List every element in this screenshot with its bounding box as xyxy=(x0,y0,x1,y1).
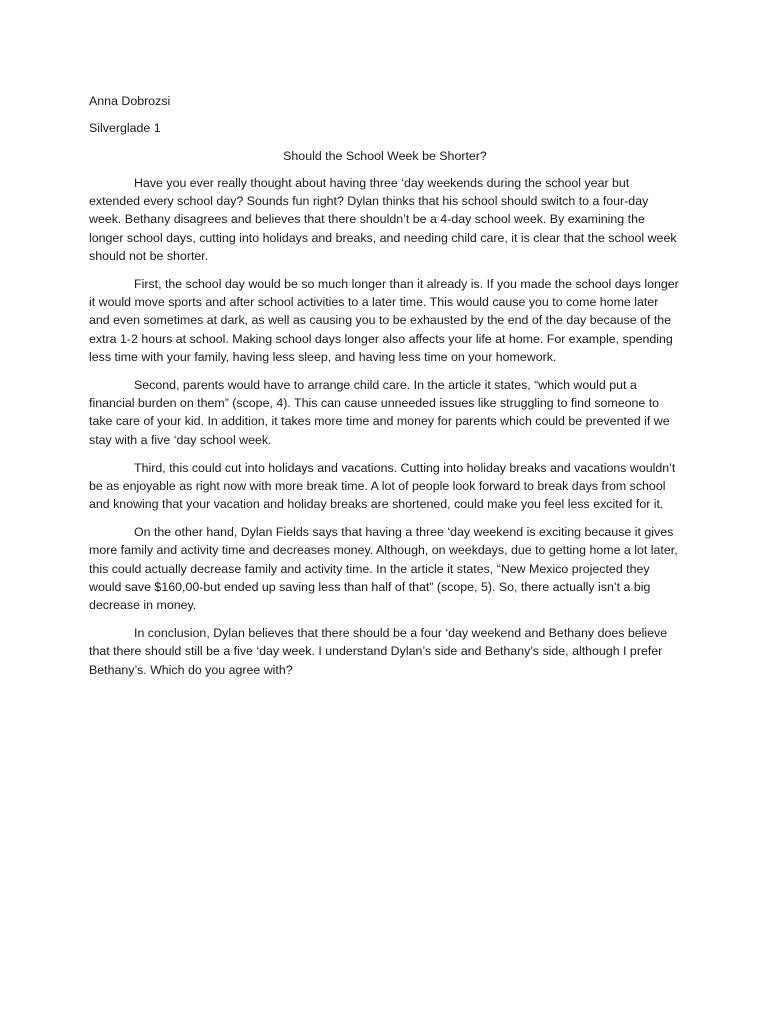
paragraph-counterargument: On the other hand, Dylan Fields says that having a three ‘day weekend is exciting because it gives more family and activity time and decreases money. Although, on weekdays, due to getting home a lot later, this could actually decrease family and activity time. In the article it states, “New Mexico projected they would save $160,00-but ended up saving less than half of that” (scope, 5). So, there actually isn’t a big decrease in money. xyxy=(89,524,678,613)
essay-title: Should the School Week be Shorter? xyxy=(283,148,487,163)
paragraph-introduction: Have you ever really thought about having three ‘day weekends during the school year but extended every school day? Sounds fun right? Dylan thinks that his school should switch to a four-day week. Bethany disagrees and believes that there shouldn’t be a 4-day school week. By examining the longer school days, cutting into holidays and breaks, and needing child care, it is clear that the school week should not be shorter. xyxy=(89,175,677,264)
paragraph-conclusion: In conclusion, Dylan believes that there should be a four ‘day weekend and Bethany does believe that there should still be a five ‘day week. I understand Dylan’s side and Bethany’s side, although I prefer Bethany’s. Which do you agree with? xyxy=(89,625,668,677)
author-name: Anna Dobrozsi xyxy=(89,94,171,108)
paragraph-child-care: Second, parents would have to arrange child care. In the article it states, “which would put a financial burden on them” (scope, 4). This can cause unneeded issues like struggling to find someone to take care of your kid. In addition, it takes more time and money for parents which could be prevented if we stay with a five ‘day school week. xyxy=(89,377,670,447)
essay-body xyxy=(89,92,681,688)
paragraph-longer-days: First, the school day would be so much longer than it already is. If you made the school days longer it would move sports and after school activities to a later time. This would cause you to come home later and even sometimes at dark, as well as causing you to be exhausted by the end of the day because of the extra 1-2 hours at school. Making school days longer also affects your life at home. For example, spending less time with your family, having less sleep, and having less time on your homework. xyxy=(89,276,679,365)
class-name: Silverglade 1 xyxy=(89,121,161,136)
paragraph-holidays: Third, this could cut into holidays and vacations. Cutting into holiday breaks and vacations wouldn’t be as enjoyable as right now with more break time. A lot of people look forward to break days from school and knowing that your vacation and holiday breaks are shortened, could make you feel less excited for it. xyxy=(89,460,676,512)
